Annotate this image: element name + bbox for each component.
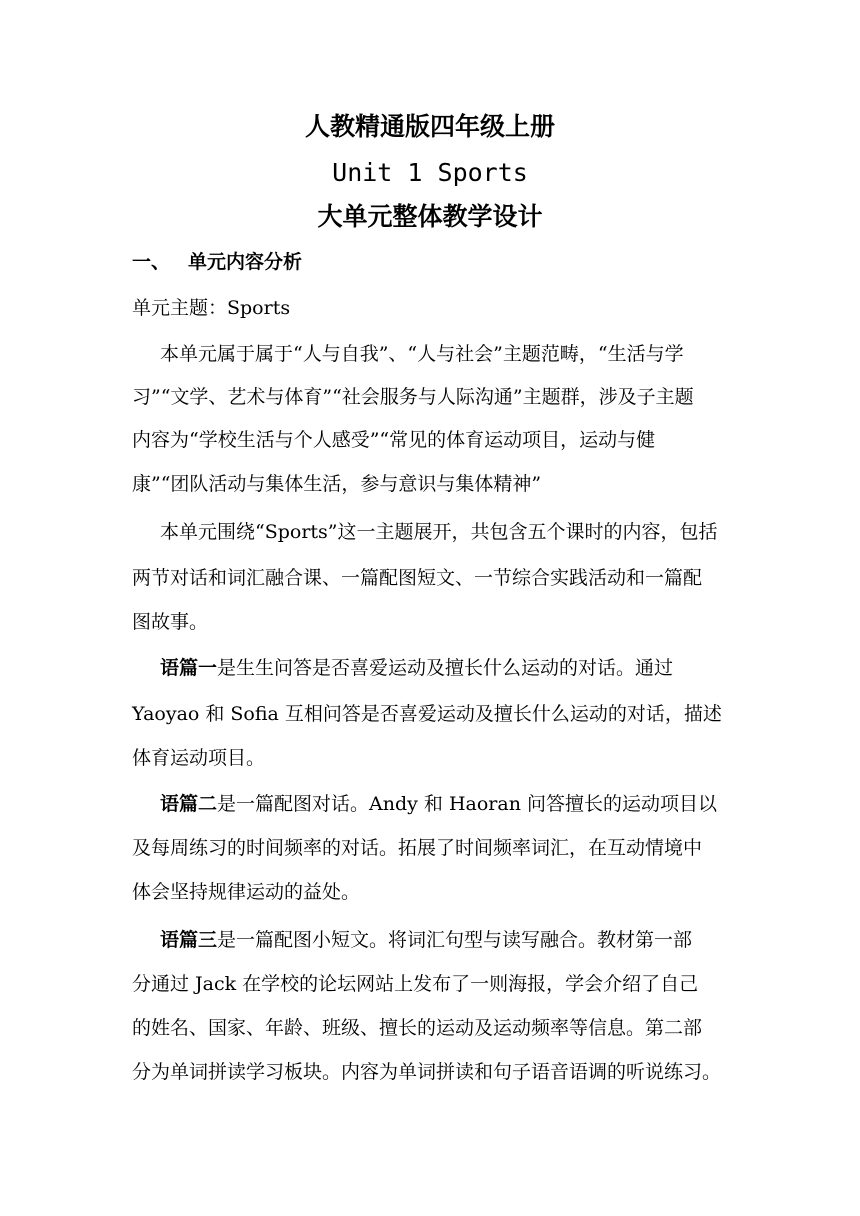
para4-lead: 语篇二 [160,793,218,815]
unit-title: Unit 1 Sports [332,158,528,187]
para4-line1 [160,790,717,818]
para5-line3: 的姓名、国家、年龄、班级、擅长的运动及运动频率等信息。第二部 [132,1017,703,1039]
para5-line2: 分通过 Jack 在学校的论坛网站上发布了一则海报，学会介绍了自己 [132,973,699,995]
document-subtitle: 大单元整体教学设计 [317,202,543,231]
section-number: 一、 [132,251,171,273]
unit-theme-line: 单元主题：Sports [132,297,291,319]
para5-lead: 语篇三 [160,929,218,951]
para1-line3: 内容为“学校生活与个人感受”“常见的体育运动项目，运动与健 [132,429,656,451]
section-heading [132,248,302,276]
para2-line1: 本单元围绕“Sports”这一主题展开，共包含五个课时的内容，包括 [160,521,718,543]
para1-line1: 本单元属于属于“人与自我”、“人与社会”主题范畴，“生活与学 [160,343,684,365]
para1-line2: 习”“文学、艺术与体育”“社会服务与人际沟通”主题群，涉及子主题 [132,386,694,408]
para2-line3: 图故事。 [132,611,209,633]
para5-line1-text: 是一篇配图小短文。将词汇句型与读写融合。教材第一部 [217,929,693,951]
para5-line4: 分为单词拼读学习板块。内容为单词拼读和句子语音语调的听说练习。 [132,1061,722,1083]
para3-line1 [160,654,673,682]
para5-line1 [160,926,692,954]
document-title: 人教精通版四年级上册 [304,112,555,141]
para3-line3: 体育运动项目。 [132,747,266,769]
para2-line2: 两节对话和词汇融合课、一篇配图短文、一节综合实践活动和一篇配 [132,567,703,589]
para3-lead: 语篇一 [160,657,218,679]
para3-line1-text: 是生生问答是否喜爱运动及擅长什么运动的对话。通过 [217,657,674,679]
para3-line2: Yaoyao 和 Sofia 互相问答是否喜爱运动及擅长什么运动的对话，描述 [132,703,722,725]
para4-line3: 体会坚持规律运动的益处。 [132,881,361,903]
section-title: 单元内容分析 [188,251,303,273]
para4-line1-text: 是一篇配图对话。Andy 和 Haoran 问答擅长的运动项目以 [217,793,717,815]
para1-line4: 康”“团队活动与集体生活，参与意识与集体精神” [132,473,542,495]
para4-line2: 及每周练习的时间频率的对话。拓展了时间频率词汇，在互动情境中 [132,837,703,859]
